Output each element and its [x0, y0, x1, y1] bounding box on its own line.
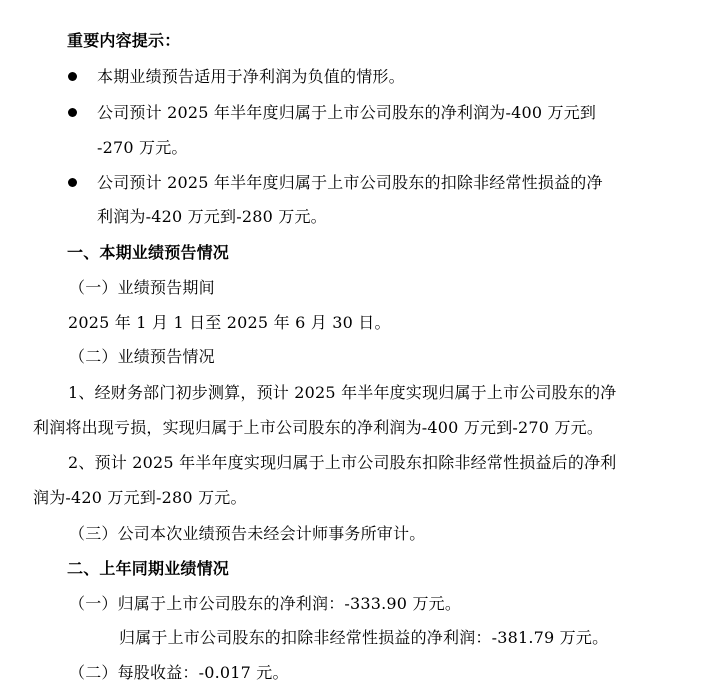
section-1-heading: 一、本期业绩预告情况: [67, 243, 230, 262]
section-2-item-1b: 归属于上市公司股东的扣除非经常性损益的净利润：-381.79 万元。: [119, 628, 609, 647]
summary-heading: 重要内容提示：: [67, 31, 181, 50]
section-1-sub-2-heading: （二）业绩预告情况: [69, 347, 215, 366]
summary-bullet-1: 本期业绩预告适用于净利润为负值的情形。: [97, 67, 405, 86]
summary-bullet-3-line-2: 利润为-420 万元到-280 万元。: [97, 207, 327, 226]
bullet-2-icon: [68, 108, 77, 117]
section-1-paragraph-2-line-1: 2、预计 2025 年半年度实现归属于上市公司股东扣除非经常性损益后的净利: [68, 453, 617, 472]
bullet-1-icon: [68, 72, 77, 81]
section-1-paragraph-1-line-1: 1、经财务部门初步测算，预计 2025 年半年度实现归属于上市公司股东的净: [68, 383, 617, 402]
section-1-paragraph-2-line-2: 润为-420 万元到-280 万元。: [33, 488, 247, 507]
section-2-heading: 二、上年同期业绩情况: [67, 559, 230, 578]
summary-bullet-2-line-2: -270 万元。: [97, 138, 188, 157]
section-1-sub-3: （三）公司本次业绩预告未经会计师事务所审计。: [69, 524, 426, 543]
section-1-sub-1-heading: （一）业绩预告期间: [69, 278, 215, 297]
section-2-item-1: （一）归属于上市公司股东的净利润：-333.90 万元。: [69, 594, 462, 613]
section-2-item-2: （二）每股收益：-0.017 元。: [69, 663, 289, 682]
section-1-paragraph-1-line-2: 利润将出现亏损，实现归属于上市公司股东的净利润为-400 万元到-270 万元。: [33, 418, 604, 437]
section-1-period: 2025 年 1 月 1 日至 2025 年 6 月 30 日。: [68, 313, 391, 332]
bullet-3-icon: [68, 178, 77, 187]
summary-bullet-2-line-1: 公司预计 2025 年半年度归属于上市公司股东的净利润为-400 万元到: [97, 103, 597, 122]
summary-bullet-3-line-1: 公司预计 2025 年半年度归属于上市公司股东的扣除非经常性损益的净: [97, 173, 603, 192]
